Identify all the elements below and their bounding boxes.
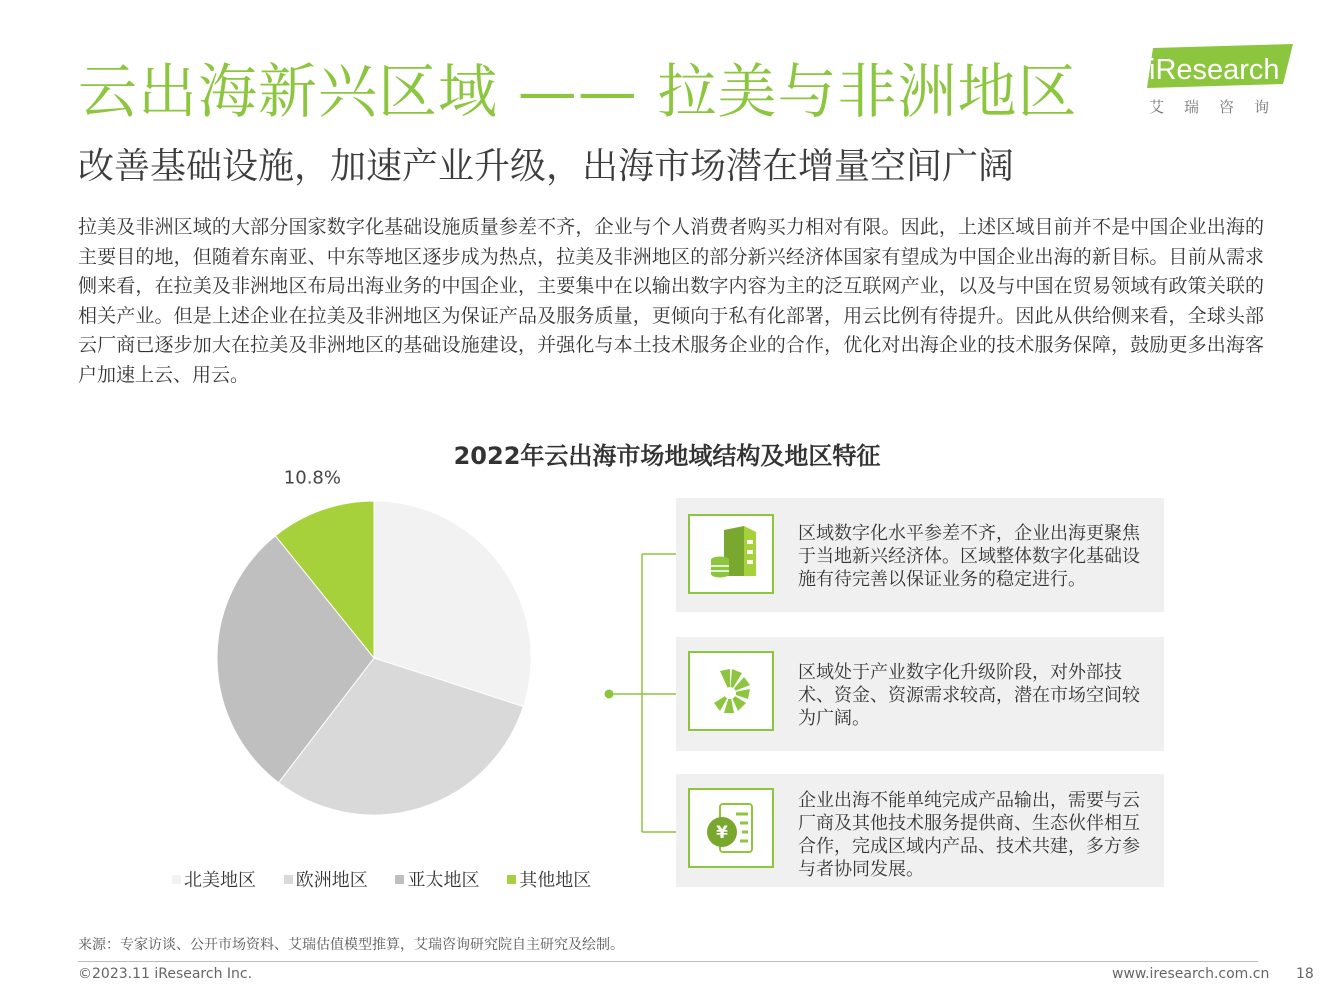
logo-brand-text: iResearch xyxy=(1149,54,1280,86)
legend-label-other: 其他地区 xyxy=(519,870,592,891)
intro-paragraph: 拉美及非洲区域的大部分国家数字化基础设施质量参差不齐，企业与个人消费者购买力相对有限。因此，上述区域目前并不是中国企业出海的主要目的地，但随着东南亚、中东等地区逐步成为热点，拉美及非洲地区的部分新兴经济体国家有望成为中国企业出海的新目标。目前从需求侧来看，在拉美及非洲地区布局出海业务的中国企业，主要集中在以输出数字内容为主的泛互联网产业，以及与中国在贸易领域有政策关联的相关产业。但是上述企业在拉美及非洲地区为保证产品及服务质量，更倾向于私有化部署，用云比例有待提升。因此从供给侧来看，全球头部云厂商已逐步加大在拉美及非洲地区的基础设施建设，并强化与本土技术服务企业的合作，优化对出海企业的技术服务保障，鼓励更多出海客户加速上云、用云。 xyxy=(78,216,1264,386)
growth-fan-icon xyxy=(690,653,772,729)
source-note: 来源：专家访谈、公开市场资料、艾瑞估值模型推算，艾瑞咨询研究院自主研究及绘制。 xyxy=(78,937,624,953)
page-title: 云出海新兴区域 —— 拉美与非洲地区 xyxy=(78,57,1078,126)
legend-item-asia-pacific xyxy=(395,866,479,892)
svg-text:¥: ¥ xyxy=(716,823,728,843)
pie-labels xyxy=(284,468,341,489)
feature-text-3: 企业出海不能单纯完成产品输出，需要与云厂商及其他技术服务提供商、生态伙伴相互合作，完成区域内产品、技术共建，多方参与者协同发展。 xyxy=(798,790,1140,880)
chart-legend xyxy=(172,866,613,892)
connector-dot-source xyxy=(605,690,614,699)
legend-swatch-other xyxy=(507,875,516,884)
legend-item-north-america xyxy=(172,866,256,892)
feature-card-1 xyxy=(676,498,1164,612)
legend-label-europe: 欧洲地区 xyxy=(295,870,368,891)
legend-swatch-europe xyxy=(284,875,293,884)
page-number: 18 xyxy=(1296,966,1314,982)
feature-card-3 xyxy=(676,774,1164,887)
yuan-coin-icon xyxy=(690,790,772,866)
legend-label-north-america: 北美地区 xyxy=(184,870,256,891)
pie-data-label-4: 10.8% xyxy=(283,467,341,489)
feature-icon-box-3 xyxy=(688,788,774,868)
legend-swatch-north-america xyxy=(172,875,181,884)
feature-text-1: 区域数字化水平参差不齐，企业出海更聚焦于当地新兴经济体。区域整体数字化基础设施有待完善以保证业务的稳定进行。 xyxy=(798,523,1140,590)
website-link[interactable]: www.iresearch.com.cn xyxy=(1112,966,1270,982)
legend-item-other xyxy=(507,866,591,892)
page-subtitle: 改善基础设施，加速产业升级，出海市场潜在增量空间广阔 xyxy=(78,146,1015,187)
logo-chinese-text: 艾瑞咨询 xyxy=(1149,98,1290,116)
feature-text-2: 区域处于产业数字化升级阶段，对外部技术、资金、资源需求较高，潜在市场空间较为广阔。 xyxy=(798,662,1140,729)
pie-slices xyxy=(217,501,531,815)
feature-icon-box-1 xyxy=(688,514,774,594)
feature-card-2 xyxy=(676,637,1164,751)
building-database-icon xyxy=(690,516,772,592)
copyright: ©2023.11 iResearch Inc. xyxy=(78,966,253,982)
footer-divider xyxy=(78,961,1258,962)
feature-icon-box-2 xyxy=(688,651,774,731)
legend-swatch-asia-pacific xyxy=(395,875,404,884)
legend-label-asia-pacific: 亚太地区 xyxy=(407,870,480,891)
legend-item-europe xyxy=(284,866,368,892)
chart-title: 2022年云出海市场地域结构及地区特征 xyxy=(453,442,881,470)
